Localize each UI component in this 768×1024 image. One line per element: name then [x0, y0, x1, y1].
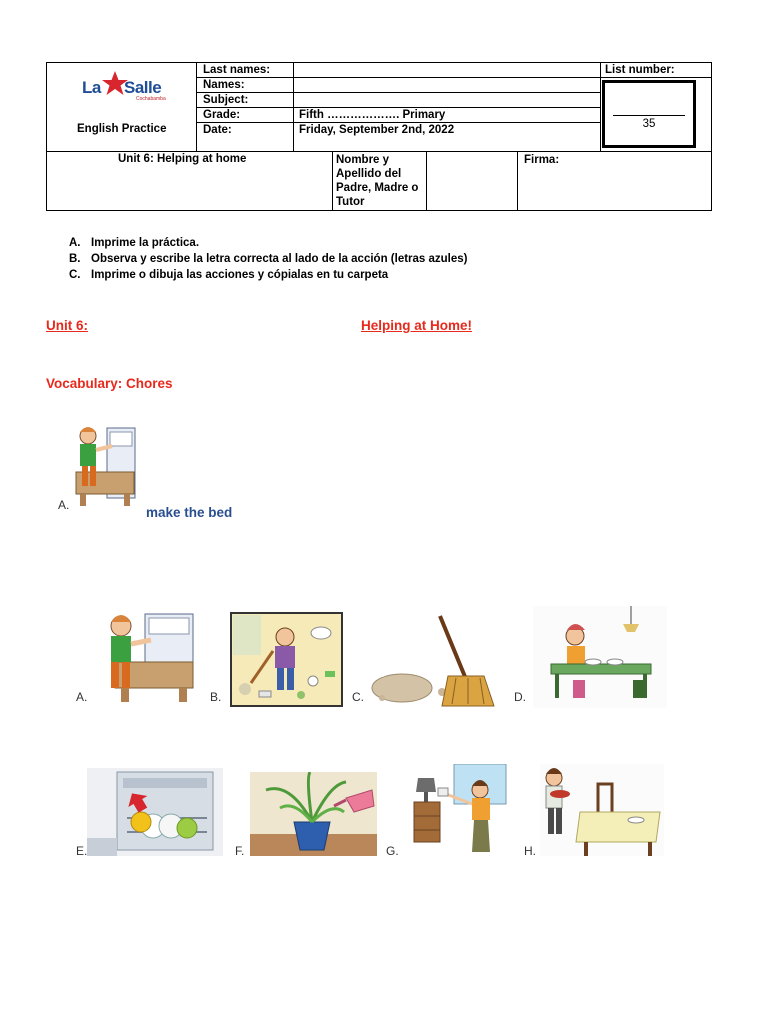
list-number-total: 35 — [642, 118, 656, 130]
make-bed-icon — [52, 416, 147, 511]
subject-label: Subject: — [203, 94, 249, 106]
date-value: Friday, September 2nd, 2022 — [299, 124, 455, 136]
picture-letter-a: A. — [76, 690, 88, 704]
example-letter: A. — [58, 498, 70, 512]
course-title: English Practice — [77, 123, 167, 135]
picture-h — [540, 764, 664, 856]
parent-name-field[interactable] — [427, 152, 516, 210]
messy-room-icon — [229, 611, 344, 708]
logo-text-la: La — [82, 78, 101, 97]
picture-g — [398, 764, 512, 856]
last-names-label: Last names: — [203, 64, 271, 76]
instruction-text: Imprime la práctica. — [91, 237, 200, 249]
signature-label: Firma: — [524, 154, 560, 166]
picture-letter-c: C. — [352, 690, 364, 704]
clear-table-icon — [540, 764, 664, 856]
water-plant-icon — [250, 772, 377, 856]
instruction-letter: C. — [69, 269, 81, 281]
names-label: Names: — [203, 79, 245, 91]
signature-field[interactable] — [518, 168, 710, 210]
picture-c — [364, 612, 506, 708]
instruction-letter: B. — [69, 253, 81, 265]
picture-letter-e: E. — [76, 844, 88, 858]
instruction-c — [69, 268, 388, 282]
logo-text-salle: Salle — [124, 78, 162, 97]
list-number-line — [613, 115, 685, 116]
dishwasher-icon — [87, 768, 223, 856]
picture-letter-b: B. — [210, 690, 222, 704]
dust-furniture-icon — [398, 764, 512, 856]
date-label: Date: — [203, 124, 232, 136]
picture-letter-f: F. — [235, 844, 245, 858]
last-names-field[interactable] — [294, 63, 599, 77]
logo-subtext: Cochabamba — [136, 96, 166, 102]
parent-name-label: Nombre y Apellido del Padre, Madre o Tutor — [336, 154, 419, 208]
picture-letter-d: D. — [514, 690, 526, 704]
example-action-label: make the bed — [146, 505, 233, 520]
picture-e — [87, 768, 223, 856]
unit-cell: Unit 6: Helping at home — [118, 153, 247, 165]
grade-label: Grade: — [203, 109, 241, 121]
unit-subheading: Helping at Home! — [361, 318, 473, 333]
sweep-floor-icon — [364, 612, 506, 708]
list-number-label: List number: — [605, 64, 675, 76]
set-table-icon — [533, 606, 667, 708]
unit-heading: Unit 6: — [46, 318, 88, 333]
picture-d — [533, 606, 667, 708]
instruction-letter: A. — [69, 237, 81, 249]
picture-f — [250, 772, 377, 856]
list-number-box[interactable] — [602, 80, 696, 148]
instruction-text: Observa y escribe la letra correcta al lado de la acción (letras azules) — [91, 253, 468, 265]
instruction-a — [69, 236, 199, 250]
make-bed-icon — [73, 606, 211, 708]
instruction-text: Imprime o dibuja las acciones y cópialas en tu carpeta — [91, 269, 389, 281]
picture-letter-h: H. — [524, 844, 536, 858]
grade-value[interactable]: Fifth ………………. Primary — [299, 109, 446, 121]
names-field[interactable] — [294, 78, 599, 92]
picture-letter-g: G. — [386, 844, 399, 858]
picture-b — [229, 611, 344, 708]
subject-field[interactable] — [294, 93, 599, 107]
picture-a — [73, 606, 211, 708]
vocabulary-heading: Vocabulary: Chores — [46, 376, 173, 391]
instruction-b — [69, 252, 468, 266]
example-make-bed-image — [52, 416, 147, 511]
school-logo — [64, 64, 168, 108]
